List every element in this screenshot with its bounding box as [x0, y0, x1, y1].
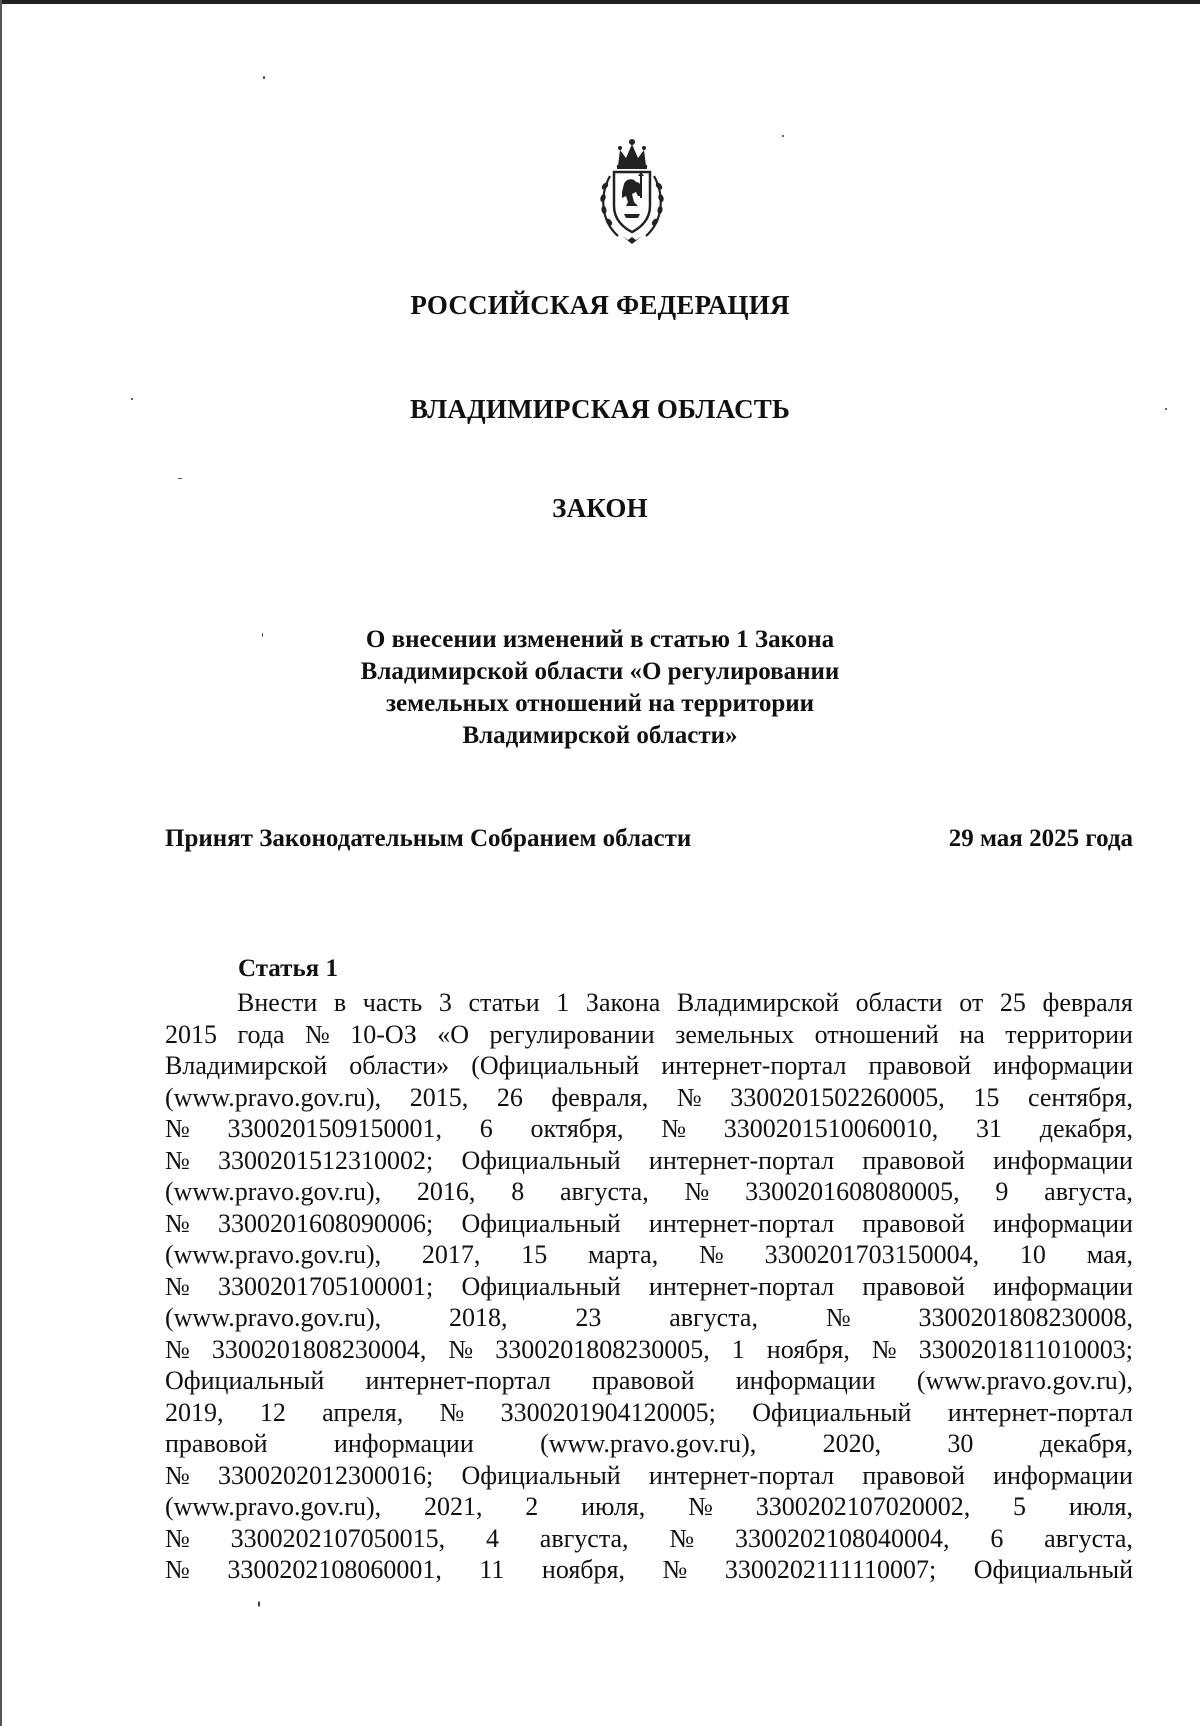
- article-line: [165, 1428, 1133, 1460]
- article-word: 10-ОЗ: [350, 1019, 417, 1049]
- article-word: 6: [990, 1523, 1004, 1553]
- article-body: [165, 987, 1133, 1586]
- article-word: интернет-портал: [648, 1460, 835, 1490]
- article-word: (www.pravo.gov.ru),: [165, 1082, 382, 1112]
- article-word: 3300201811010003;: [918, 1334, 1133, 1364]
- law-subject-line: О внесении изменений в статью 1 Закона: [365, 626, 835, 653]
- article-word: 30: [947, 1429, 974, 1458]
- article-word: правовой: [862, 1208, 965, 1238]
- law-subject: [300, 624, 900, 752]
- article-word: 26: [496, 1082, 523, 1112]
- article-line: [165, 987, 1133, 1019]
- country-heading: РОССИЙСКАЯ ФЕДЕРАЦИЯ: [410, 290, 790, 320]
- article-line: [165, 1460, 1133, 1492]
- article-line: [165, 1271, 1133, 1303]
- article-word: августа,: [559, 1177, 649, 1206]
- region-heading: ВЛАДИМИРСКАЯ ОБЛАСТЬ: [409, 394, 791, 424]
- article-line: [165, 1523, 1133, 1555]
- article-word: Официальный: [461, 1145, 621, 1175]
- article-word: «О: [437, 1019, 469, 1049]
- scan-edge: [0, 0, 1200, 4]
- article-word: 1: [731, 1334, 745, 1364]
- article-word: информации: [735, 1366, 876, 1395]
- article-word: ноября,: [541, 1555, 625, 1584]
- article-line: [165, 1491, 1133, 1523]
- article-word: 3300201510060010,: [723, 1114, 939, 1143]
- article-word: №: [304, 1019, 330, 1049]
- article-word: №: [165, 1334, 190, 1364]
- article-word: (www.pravo.gov.ru),: [165, 1492, 382, 1521]
- article-word: 3300201502260005,: [730, 1082, 945, 1112]
- article-line: [165, 1082, 1133, 1114]
- article-word: Внести: [237, 988, 318, 1017]
- article-line: [165, 1208, 1133, 1240]
- article-word: №: [662, 1555, 688, 1584]
- article-word: 2015,: [409, 1082, 469, 1112]
- article-line: [165, 1334, 1133, 1366]
- article-word: августа,: [669, 1303, 758, 1332]
- article-word: №: [676, 1082, 702, 1112]
- article-word: (www.pravo.gov.ru),: [165, 1240, 382, 1269]
- article-word: №: [448, 1334, 474, 1364]
- article-word: 2: [525, 1492, 539, 1521]
- article-word: 8: [511, 1177, 525, 1206]
- article-word: №: [165, 1460, 190, 1490]
- article-word: правовой: [862, 1271, 965, 1301]
- article-word: от: [959, 988, 984, 1017]
- article-word: июля,: [581, 1492, 646, 1521]
- article-word: (Официальный: [471, 1051, 640, 1080]
- article-word: (www.pravo.gov.ru),: [165, 1177, 382, 1206]
- article-word: информации: [993, 1271, 1133, 1301]
- article-word: №: [688, 1492, 713, 1521]
- article-word: отношений: [814, 1019, 939, 1049]
- article-word: Закона: [585, 988, 661, 1017]
- article-word: 11: [479, 1555, 505, 1584]
- article-word: интернет-портал: [947, 1397, 1133, 1427]
- article-word: на: [959, 1019, 985, 1049]
- article-word: №: [165, 1271, 190, 1301]
- article-word: 3300201608080005,: [745, 1177, 960, 1206]
- law-subject-line: Владимирской области «О регулировании: [360, 658, 840, 685]
- article-word: интернет-портал: [365, 1366, 551, 1395]
- article-word: 3300201703150004,: [764, 1240, 980, 1269]
- article-word: правовой: [862, 1460, 965, 1490]
- article-word: области: [855, 988, 943, 1017]
- scan-speck: [263, 76, 265, 79]
- article-word: 5: [1013, 1492, 1027, 1521]
- article-word: 15: [521, 1240, 548, 1269]
- article-word: информации: [993, 1145, 1133, 1175]
- article-word: 10: [1019, 1240, 1046, 1269]
- article-word: августа,: [1044, 1523, 1133, 1553]
- article-word: информации: [993, 1208, 1133, 1238]
- article-word: февраля: [1042, 988, 1133, 1017]
- article-word: (www.pravo.gov.ru),: [916, 1366, 1133, 1395]
- article-word: 23: [575, 1303, 602, 1332]
- article-word: 3300202107020002,: [755, 1492, 971, 1521]
- article-word: 3300201509150001,: [227, 1114, 443, 1143]
- article-word: октября,: [530, 1114, 624, 1143]
- article-word: правовой: [165, 1429, 268, 1458]
- article-word: №: [165, 1523, 190, 1553]
- article-word: 2015: [165, 1019, 217, 1049]
- article-line: [165, 1554, 1133, 1586]
- article-word: 3300201705100001;: [218, 1271, 434, 1301]
- article-word: правовой: [862, 1145, 965, 1175]
- article-word: часть: [362, 988, 423, 1017]
- article-word: 2019,: [165, 1397, 224, 1427]
- article-word: территории: [1005, 1019, 1133, 1049]
- article-word: 1: [556, 988, 570, 1017]
- article-word: 4: [485, 1523, 499, 1553]
- document-type-heading: ЗАКОН: [552, 493, 648, 523]
- article-word: 3300202111110007;: [724, 1555, 937, 1584]
- article-word: 2018,: [448, 1303, 508, 1332]
- adopted-by: Принят Законодательным Собранием области: [165, 825, 692, 852]
- article-word: 3300201512310002;: [218, 1145, 434, 1175]
- article-word: мая,: [1086, 1240, 1133, 1269]
- article-word: 3300201808230008,: [918, 1303, 1133, 1332]
- article-word: №: [439, 1397, 465, 1427]
- article-word: 2020,: [822, 1429, 882, 1458]
- article-word: №: [669, 1523, 695, 1553]
- article-word: интернет-портал: [648, 1145, 835, 1175]
- article-word: 6: [479, 1114, 493, 1143]
- article-line: [165, 1302, 1133, 1334]
- article-word: декабря,: [1039, 1114, 1133, 1143]
- article-word: №: [825, 1303, 851, 1332]
- article-word: информации: [993, 1051, 1133, 1080]
- article-word: интернет-портал: [648, 1271, 835, 1301]
- article-word: №: [165, 1555, 190, 1584]
- article-word: интернет-портал: [648, 1208, 835, 1238]
- article-word: 12: [259, 1397, 286, 1427]
- article-word: земельных: [675, 1019, 795, 1049]
- article-word: 15: [973, 1082, 1000, 1112]
- scan-speck: [1165, 408, 1167, 410]
- article-line: [165, 1050, 1133, 1082]
- article-word: года: [237, 1019, 285, 1049]
- article-word: 3300201808230005,: [495, 1334, 710, 1364]
- article-word: регулировании: [489, 1019, 655, 1049]
- article-word: (www.pravo.gov.ru),: [165, 1303, 382, 1332]
- article-word: 3300201608090006;: [218, 1208, 434, 1238]
- article-word: №: [661, 1114, 687, 1143]
- article-word: августа,: [539, 1523, 629, 1553]
- article-line: [165, 1239, 1133, 1271]
- article-word: интернет-портал: [661, 1051, 847, 1080]
- article-word: 3300202108060001,: [227, 1555, 442, 1584]
- article-word: июля,: [1068, 1492, 1133, 1521]
- article-word: в: [333, 988, 347, 1017]
- article-line: [165, 1145, 1133, 1177]
- scan-speck: [782, 135, 784, 137]
- article-word: 3300202012300016;: [218, 1460, 434, 1490]
- article-word: 9: [995, 1177, 1009, 1206]
- article-word: №: [684, 1177, 710, 1206]
- article-word: Официальный: [165, 1366, 325, 1395]
- article-word: 31: [976, 1114, 1002, 1143]
- article-word: правовой: [868, 1051, 972, 1080]
- adopted-date: 29 мая 2025 года: [948, 825, 1133, 852]
- article-word: Владимирской: [165, 1051, 328, 1080]
- article-word: 3300201904120005;: [500, 1397, 716, 1427]
- coat-of-arms-icon: [596, 136, 668, 248]
- article-word: области»: [349, 1051, 450, 1080]
- scan-speck: [258, 1601, 260, 1607]
- article-word: сентября,: [1027, 1082, 1133, 1112]
- law-subject-line: земельных отношений на территории: [385, 690, 815, 717]
- article-word: марта,: [588, 1240, 659, 1269]
- article-word: Владимирской: [676, 988, 840, 1017]
- article-word: февраля,: [551, 1082, 649, 1112]
- article-line: [165, 1113, 1133, 1145]
- law-subject-line: Владимирской области»: [462, 722, 738, 749]
- article-word: №: [165, 1114, 190, 1143]
- article-word: ноября,: [766, 1334, 850, 1364]
- article-word: 3300201808230004,: [211, 1334, 427, 1364]
- article-word: Официальный: [461, 1208, 621, 1238]
- article-word: августа,: [1044, 1177, 1133, 1206]
- article-word: Официальный: [973, 1555, 1133, 1584]
- article-word: декабря,: [1039, 1429, 1133, 1458]
- article-word: №: [165, 1145, 190, 1175]
- article-word: №: [871, 1334, 897, 1364]
- article-line: [165, 1176, 1133, 1208]
- article-word: правовой: [591, 1366, 695, 1395]
- article-line: [165, 1365, 1133, 1397]
- article-word: информации: [993, 1460, 1133, 1490]
- article-word: информации: [333, 1429, 474, 1458]
- article-word: 3: [438, 988, 452, 1017]
- article-word: №: [165, 1208, 190, 1238]
- article-word: №: [699, 1240, 724, 1269]
- article-word: статьи: [468, 988, 540, 1017]
- article-word: Официальный: [461, 1271, 621, 1301]
- article-word: 2016,: [416, 1177, 476, 1206]
- scan-speck: [131, 398, 133, 400]
- article-line: [165, 1019, 1133, 1051]
- scan-speck: [178, 478, 182, 479]
- article-word: Официальный: [752, 1397, 912, 1427]
- article-line: [165, 1397, 1133, 1429]
- article-word: 3300202107050015,: [230, 1523, 446, 1553]
- article-title: Статья 1: [238, 955, 338, 982]
- article-word: 3300202108040004,: [735, 1523, 950, 1553]
- scan-edge: [0, 0, 2, 1726]
- article-word: 2017,: [421, 1240, 481, 1269]
- article-word: 25: [999, 988, 1026, 1017]
- article-word: апреля,: [322, 1397, 404, 1427]
- article-word: (www.pravo.gov.ru),: [540, 1429, 757, 1458]
- article-word: Официальный: [461, 1460, 621, 1490]
- article-word: 2021,: [423, 1492, 483, 1521]
- scan-speck: [262, 633, 263, 637]
